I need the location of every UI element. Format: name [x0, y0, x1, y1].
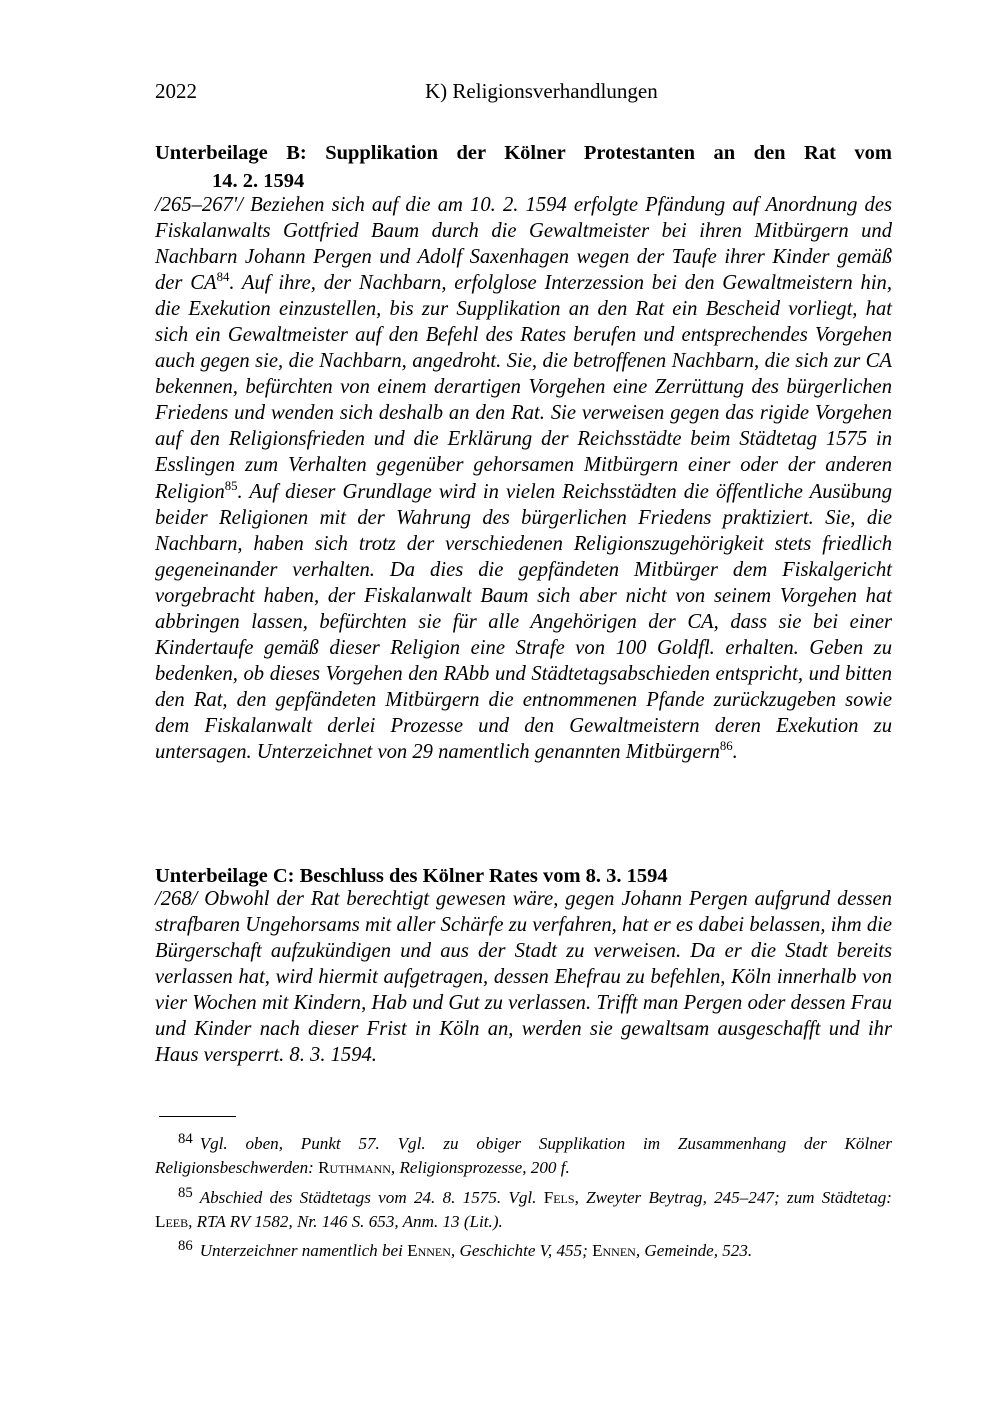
- footnote-text: Abschied des Städtetags vom 24. 8. 1575. Vgl. Fels, Zweyter Beytrag, 245–247; zum Städtetag: Leeb, RTA RV 1582, Nr. 146 S. 653, Anm. 13 (Lit.).: [155, 1187, 893, 1231]
- paragraph-unterbeilage-c: /268/ Obwohl der Rat berechtigt gewesen wäre, gegen Johann Pergen aufgrund dessen strafbaren Ungehorsams mit aller Schärfe zu verfahren, hat er es dabei belassen, ihm die Bürgerschaft aufzukündigen und aus der Stadt zu verweisen. Da er die Stadt bereits verlassen hat, wird hiermit aufgetragen, dessen Ehefrau zu befehlen, Köln innerhalb von vier Wochen mit Kindern, Hab und Gut zu verlassen. Trifft man Pergen oder dessen Frau und Kinder nach dieser Frist in Köln an, werden sie gewaltsam ausgeschafft und ihr Haus versperrt. 8. 3. 1594.: [155, 888, 892, 1067]
- footnote-separator-rule: [159, 1116, 236, 1117]
- footnote-list: [155, 1127, 892, 1264]
- footnote-item: [155, 1234, 892, 1263]
- footnote-number: 85: [178, 1184, 193, 1201]
- heading-unterbeilage-b-line1: Unterbeilage B: Supplikation der Kölner Protestanten an den Rat vom: [155, 142, 892, 164]
- footnote-text: Vgl. oben, Punkt 57. Vgl. zu obiger Supplikation im Zusammenhang der Kölner Religionsbeschwerden: Ruthmann, Religionsprozesse, 200 f.: [155, 1134, 892, 1178]
- paragraph-unterbeilage-b: /265–267'/ Beziehen sich auf die am 10. 2. 1594 erfolgte Pfändung auf Anordnung des Fiskalanwalts Gottfried Baum durch die Gewaltmeister bei ihren Mitbürgern und Nachbarn Johann Pergen und Adolf Saxenhagen wegen der Taufe ihrer Kinder gemäß der CA$^{84}$. Auf ihre, der Nachbarn, erfolglose Interzession bei den Gewaltmeistern hin, die Exekution einzustellen, bis zur Supplikation an den Rat ein Bescheid vorliegt, hat sich ein Gewaltmeister auf den Befehl des Rates berufen und entsprechendes Vorgehen auch gegen sie, die Nachbarn, angedroht. Sie, die betroffenen Nachbarn, die sich zur CA bekennen, befürchten von einem derartigen Vorgehen eine Zerrüttung des bürgerlichen Friedens und wenden sich deshalb an den Rat. Sie verweisen gegen das rigide Vorgehen auf den Religionsfrieden und die Erklärung der Reichsstädte beim Städtetag 1575 in Esslingen zum Verhalten gegenüber gehorsamen Mitbürgern einer oder der anderen Religion$^{85}$. Auf dieser Grundlage wird in vielen Reichsstädten die öffentliche Ausübung beider Religionen mit der Wahrung des bürgerlichen Friedens praktiziert. Sie, die Nachbarn, haben sich trotz der verschiedenen Religionszugehörigkeit stets friedlich gegeneinander verhalten. Da dies die gepfändeten Mitbürger dem Fiskalgericht vorgebracht haben, der Fiskalanwalt Baum sich aber nicht von seinem Vorgehen hat abbringen lassen, befürchten sie für alle Angehörigen der CA, dass sie bei einer Kindertaufe gemäß dieser Religion eine Strafe von 100 Goldfl. erhalten. Geben zu bedenken, ob dieses Vorgehen den RAbb und Städtetagsabschieden entspricht, und bitten den Rat, den gepfändeten Mitbürgern die entnommenen Pfande zurückzugeben sowie dem Fiskalanwalt derlei Prozesse und den Gewaltmeistern deren Exekution zu untersagen. Unterzeichnet von 29 namentlich genannten Mitbürgern$^{86}$.: [155, 194, 892, 763]
- heading-unterbeilage-b-line2: 14. 2. 1594: [212, 170, 305, 192]
- running-head-title: K) Religionsverhandlungen: [425, 79, 658, 103]
- heading-unterbeilage-c: Unterbeilage C: Beschluss des Kölner Rates vom 8. 3. 1594: [155, 865, 668, 887]
- page-number: 2022: [155, 79, 197, 103]
- running-head: [155, 78, 890, 104]
- footnote-item: [155, 1181, 892, 1235]
- footnote-item: [155, 1127, 892, 1181]
- footnote-number: 84: [178, 1131, 193, 1147]
- footnote-number: 86: [178, 1238, 193, 1255]
- heading-unterbeilage-b: [155, 139, 892, 195]
- footnote-text: Unterzeichner namentlich bei Ennen, Geschichte V, 455; Ennen, Gemeinde, 523.: [199, 1241, 753, 1261]
